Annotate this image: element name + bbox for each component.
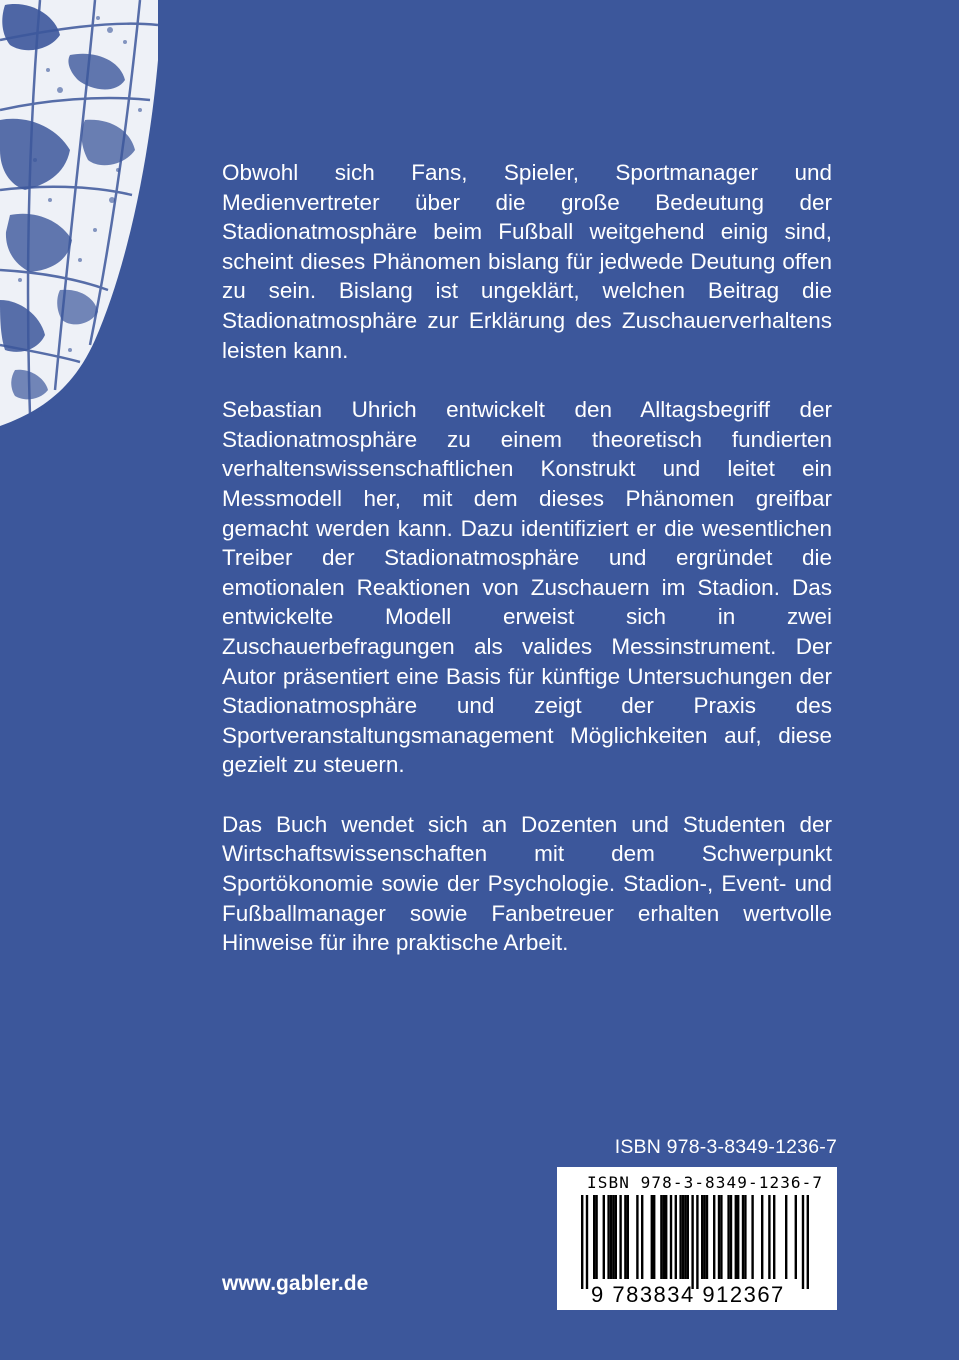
barcode-bar [581,1195,583,1289]
barcode-bar [670,1195,672,1279]
barcode-bar [703,1195,705,1279]
barcode-bar [636,1195,638,1279]
barcode-bar [610,1195,612,1279]
publisher-website[interactable]: www.gabler.de [222,1272,369,1295]
barcode-bar [593,1195,595,1279]
isbn-label: ISBN 978-3-8349-1236-7 [614,1136,837,1158]
description-paragraph: Das Buch wendet sich an Dozenten und Studenten der Wirtschaftswissenschaften mit dem Schwerpunkt Sportökonomie sowie der Psychologie. Stadion-, Event- und Fußballmanager sowie Fanbetreuer erhalten wertvolle Hinweise für ihre praktische Arbeit. [222,811,832,956]
globe-graphic [0,0,158,426]
barcode-bar [665,1195,667,1279]
barcode-bar [603,1195,605,1279]
barcode-bar [737,1195,739,1279]
barcode-bar [751,1195,753,1279]
barcode-caption: ISBN 978-3-8349-1236-7 [587,1173,824,1192]
barcode-bar [679,1195,681,1279]
barcode-bar [696,1195,698,1289]
barcode-bar [586,1195,588,1289]
barcode-bar [612,1195,614,1279]
barcode-bar [627,1195,629,1279]
barcode-bar [691,1195,693,1289]
barcode-bar [684,1195,686,1279]
book-description [222,158,832,988]
barcode-bar [624,1195,626,1279]
isbn-barcode [557,1167,837,1310]
barcode-bar [607,1195,609,1279]
barcode-bar [595,1195,597,1279]
barcode-number: 9 783834 912367 [591,1282,785,1307]
barcode-bar [687,1195,689,1279]
barcode-bar [713,1195,715,1279]
barcode-bar [795,1195,797,1279]
barcode-bar [768,1195,770,1279]
barcode-bar [761,1195,763,1279]
barcode-bar [742,1195,744,1279]
barcode-bar [701,1195,703,1279]
barcode-bar [660,1195,662,1279]
barcode-bar [807,1195,809,1289]
barcode-bar [706,1195,708,1279]
barcode-bar [720,1195,722,1279]
barcode-bar [744,1195,746,1279]
barcode-bar [663,1195,665,1279]
barcode-bar [730,1195,732,1279]
description-paragraph: Sebastian Uhrich entwickelt den Alltagsbegriff der Stadionatmosphäre zu einem theoretisch fundierten verhaltenswissenschaftlichen Konstrukt und leitet ein Messmodell her, mit dem dieses Phänomen greifbar gemacht werden kann. Dazu identifiziert er die wesentlichen Treiber der Stadionatmosphäre und ergründet die emotionalen Reaktionen von Zuschauern im Stadion. Das entwickelte Modell erweist sich in zwei Zuschauerbefragungen als valides Messinstrument. Der Autor präsentiert eine Basis für künftige Untersuchungen der Stadionatmosphäre und zeigt der Praxis des Sportveranstaltungsmanagement Möglichkeiten auf, diese gezielt zu steuern. [222,397,832,778]
barcode-bar [651,1195,653,1279]
barcode-bar [615,1195,617,1279]
barcode-bar [727,1195,729,1279]
barcode-bar [619,1195,621,1279]
barcode-bar [675,1195,677,1279]
barcode-bar [682,1195,684,1279]
description-paragraph: Obwohl sich Fans, Spieler, Sportmanager und Medienvertreter über die große Bedeutung der Stadionatmosphäre beim Fußball weitgehend einig sind, scheint dieses Phänomen bislang für jedwede Deutung offen zu sein. Bislang ist ungeklärt, welchen Beitrag die Stadionatmosphäre zur Erklärung des Zuschauerverhaltens leisten kann. [222,160,832,363]
barcode-bar [735,1195,737,1279]
barcode-bar [785,1195,787,1279]
barcode-bar [641,1195,643,1279]
barcode-bar [718,1195,720,1279]
barcode-bar [773,1195,775,1279]
barcode-bar [802,1195,804,1289]
barcode-bar [653,1195,655,1279]
